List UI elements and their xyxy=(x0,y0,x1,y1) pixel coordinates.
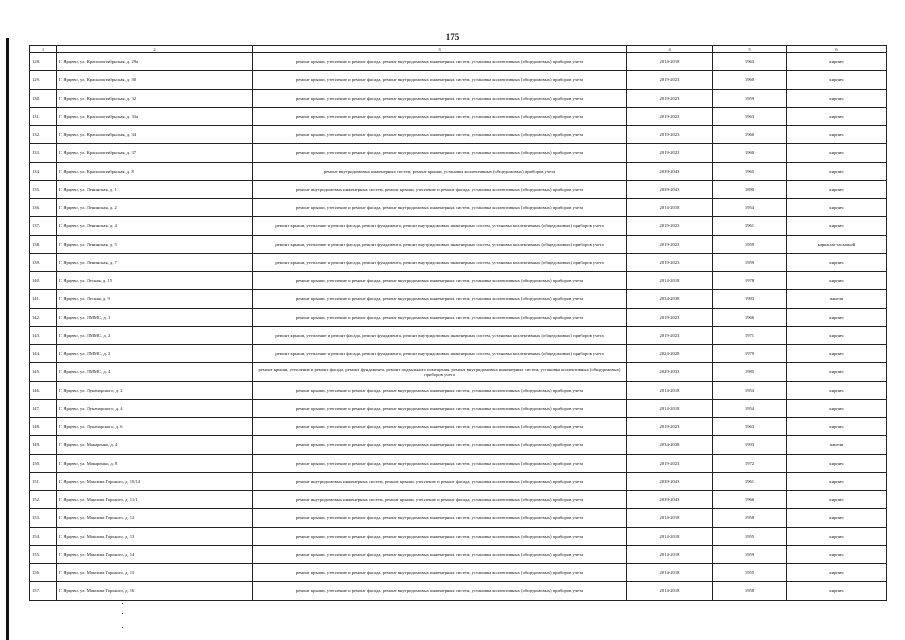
row-year: 1959 xyxy=(713,235,787,253)
row-year: 1954 xyxy=(713,399,787,417)
row-works: ремонт внутридомовых инженерных систем, ремонт крыши, утепление и ремонт фасада, установка коллективных (общедомовых) приборов учета xyxy=(253,472,627,490)
row-material: кирпич xyxy=(787,107,887,125)
page-number: 175 xyxy=(445,32,460,42)
row-material: кирпич xyxy=(787,126,887,144)
row-period: 2039-2043 xyxy=(627,491,713,509)
row-address: Г. Ярцево, ул. Максима Горького, д. 16 xyxy=(57,582,253,600)
row-address: Г. Ярцево, ул. Ленинская, д. 1 xyxy=(57,180,253,198)
table-row xyxy=(30,235,887,253)
row-period: 2019-2023 xyxy=(627,253,713,271)
row-number: 147. xyxy=(30,399,57,417)
row-material: кирпич xyxy=(787,491,887,509)
row-material: кирпич xyxy=(787,217,887,235)
table-row xyxy=(30,472,887,490)
row-year: 1961 xyxy=(713,217,787,235)
row-year: 1993 xyxy=(713,290,787,308)
row-year: 1979 xyxy=(713,345,787,363)
row-material: кирпич xyxy=(787,564,887,582)
row-address: Г. Ярцево, ул. Луначарского, д. 2 xyxy=(57,381,253,399)
row-period: 2014-2018 xyxy=(627,199,713,217)
row-works: ремонт крыши, утепление и ремонт фасада, ремонт внутридомовых инженерных систем, установка коллективных (общедомовых) приборов учета xyxy=(253,107,627,125)
row-period: 2014-2018 xyxy=(627,545,713,563)
row-works: ремонт крыши, утепление и ремонт фасада, ремонт внутридомовых инженерных систем, установка коллективных (общедомовых) приборов учета xyxy=(253,308,627,326)
row-number: 144. xyxy=(30,345,57,363)
row-material: кирпич xyxy=(787,545,887,563)
row-year: 1963 xyxy=(713,107,787,125)
row-works: ремонт крыши, утепление и ремонт фасада, ремонт внутридомовых инженерных систем, установка коллективных (общедомовых) приборов учета xyxy=(253,582,627,600)
row-works: ремонт крыши, утепление и ремонт фасада, ремонт внутридомовых инженерных систем, установка коллективных (общедомовых) приборов учета xyxy=(253,89,627,107)
row-material: кирпич xyxy=(787,199,887,217)
table-row xyxy=(30,290,887,308)
row-material: кирпич xyxy=(787,345,887,363)
row-address: Г. Ярцево, ул. Максима Горького, д. 15 xyxy=(57,564,253,582)
row-material: кирпич xyxy=(787,527,887,545)
row-works: ремонт крыши, утепление и ремонт фасада, ремонт фундамента, ремонт внутридомовых инженерных систем, установка коллективных (общедомовых) приборов учета xyxy=(253,235,627,253)
table-row xyxy=(30,126,887,144)
scan-mark xyxy=(122,613,123,614)
row-address: Г. Ярцево, ул. ЛММС, д. 1 xyxy=(57,308,253,326)
row-works: ремонт крыши, утепление и ремонт фасада, ремонт внутридомовых инженерных систем, установка коллективных (общедомовых) приборов учета xyxy=(253,399,627,417)
row-period: 2019-2023 xyxy=(627,217,713,235)
row-address: Г. Ярцево, ул. Ленинская, д. 5 xyxy=(57,235,253,253)
row-period: 2019-2023 xyxy=(627,89,713,107)
row-period: 2019-2023 xyxy=(627,107,713,125)
column-header: 2 xyxy=(57,46,253,53)
row-number: 151. xyxy=(30,472,57,490)
row-address: Г. Ярцево, ул. ЛММС, д. 2 xyxy=(57,326,253,344)
table-row xyxy=(30,326,887,344)
column-number-row xyxy=(30,46,887,53)
row-period: 2014-2018 xyxy=(627,527,713,545)
page-edge-bar xyxy=(6,38,9,640)
row-material: кирпич xyxy=(787,399,887,417)
row-period: 2039-2043 xyxy=(627,472,713,490)
table-row xyxy=(30,436,887,454)
row-number: 154. xyxy=(30,527,57,545)
row-material: кирпич xyxy=(787,144,887,162)
column-header: 3 xyxy=(253,46,627,53)
row-period: 2014-2018 xyxy=(627,582,713,600)
row-material: кирпич xyxy=(787,180,887,198)
row-works: ремонт внутридомовых инженерных систем, ремонт крыши, утепление и ремонт фасада, установка коллективных (общедомовых) приборов учета xyxy=(253,491,627,509)
row-works: ремонт крыши, утепление и ремонт фасада, ремонт фундамента, ремонт внутридомовых инженерных систем, установка коллективных (общедомовых) приборов учета xyxy=(253,217,627,235)
row-address: Г. Ярцево, ул. Луначарского, д. 4 xyxy=(57,399,253,417)
table-row xyxy=(30,89,887,107)
row-year: 1958 xyxy=(713,582,787,600)
housing-repair-table xyxy=(29,45,887,601)
row-works: ремонт крыши, утепление и ремонт фасада, ремонт внутридомовых инженерных систем, установка коллективных (общедомовых) приборов учета xyxy=(253,454,627,472)
row-works: ремонт крыши, утепление и ремонт фасада, ремонт внутридомовых инженерных систем, установка коллективных (общедомовых) приборов учета xyxy=(253,53,627,71)
row-year: 1960 xyxy=(713,71,787,89)
table-row xyxy=(30,199,887,217)
row-material: кирпич xyxy=(787,89,887,107)
row-address: Г. Ярцево, ул. Максима Горького, д. 14 xyxy=(57,545,253,563)
row-address: Г. Ярцево, ул. Макаренко, д. 8 xyxy=(57,454,253,472)
row-year: 1961 xyxy=(713,472,787,490)
row-address: Г. Ярцево, ул. Максима Горького, д. 11/1 xyxy=(57,491,253,509)
row-period: 2039-2043 xyxy=(627,162,713,180)
row-number: 139. xyxy=(30,253,57,271)
row-number: 153. xyxy=(30,509,57,527)
row-material: кирпич xyxy=(787,71,887,89)
row-works: ремонт крыши, утепление и ремонт фасада, ремонт внутридомовых инженерных систем, установка коллективных (общедомовых) приборов учета xyxy=(253,71,627,89)
column-header: 5 xyxy=(713,46,787,53)
row-year: 1966 xyxy=(713,308,787,326)
row-works: ремонт крыши, утепление и ремонт фасада, ремонт внутридомовых инженерных систем, установка коллективных (общедомовых) приборов учета xyxy=(253,290,627,308)
row-works: ремонт крыши, утепление и ремонт фасада, ремонт внутридомовых инженерных систем, установка коллективных (общедомовых) приборов учета xyxy=(253,418,627,436)
row-period: 2019-2023 xyxy=(627,454,713,472)
row-works: ремонт крыши, утепление и ремонт фасада, ремонт фундамента, ремонт внутридомовых инженерных систем, установка коллективных (общедомовых) приборов учета xyxy=(253,253,627,271)
row-works: ремонт крыши, утепление и ремонт фасада, ремонт внутридомовых инженерных систем, установка коллективных (общедомовых) приборов учета xyxy=(253,436,627,454)
row-year: 1955 xyxy=(713,564,787,582)
row-material: кирпич xyxy=(787,326,887,344)
table-row xyxy=(30,308,887,326)
row-material: кирпич xyxy=(787,454,887,472)
row-number: 132. xyxy=(30,126,57,144)
row-works: ремонт крыши, утепление и ремонт фасада, ремонт фундамента, ремонт внутридомовых инженерных систем, установка коллективных (общедомовых) приборов учета xyxy=(253,326,627,344)
row-number: 145. xyxy=(30,363,57,381)
row-address: Г. Ярцево, ул. Ленинская, д. 2 xyxy=(57,199,253,217)
table-row xyxy=(30,53,887,71)
row-address: Г. Ярцево, ул. ЛММС, д. 3 xyxy=(57,345,253,363)
row-works: ремонт крыши, утепление и ремонт фасада, ремонт внутридомовых инженерных систем, установка коллективных (общедомовых) приборов учета xyxy=(253,564,627,582)
row-year: 1963 xyxy=(713,418,787,436)
row-period: 2019-2023 xyxy=(627,126,713,144)
row-address: Г. Ярцево, ул. Краснооктябрьская, д. 34 xyxy=(57,126,253,144)
row-period: 2029-2033 xyxy=(627,363,713,381)
row-address: Г. Ярцево, ул. Краснооктябрьская, д. 32 xyxy=(57,89,253,107)
row-year: 1959 xyxy=(713,253,787,271)
row-number: 150. xyxy=(30,454,57,472)
row-address: Г. Ярцево, ул. Макаренко, д. 4 xyxy=(57,436,253,454)
row-number: 141. xyxy=(30,290,57,308)
row-year: 1959 xyxy=(713,89,787,107)
column-header: 6 xyxy=(787,46,887,53)
row-works: ремонт крыши, утепление и ремонт фасада, ремонт внутридомовых инженерных систем, установка коллективных (общедомовых) приборов учета xyxy=(253,144,627,162)
table-row xyxy=(30,582,887,600)
table-row xyxy=(30,144,887,162)
scan-mark xyxy=(122,603,123,604)
row-number: 129. xyxy=(30,71,57,89)
table-row xyxy=(30,272,887,290)
row-material: кирпич xyxy=(787,53,887,71)
row-number: 137. xyxy=(30,217,57,235)
row-works: ремонт внутридомовых инженерных систем, ремонт крыши, установка коллективных (общедомовых) приборов учета xyxy=(253,162,627,180)
row-works: ремонт крыши, утепление и ремонт фасада, ремонт внутридомовых инженерных систем, установка коллективных (общедомовых) приборов учета xyxy=(253,199,627,217)
row-works: ремонт крыши, утепление и ремонт фасада, ремонт фундамента, ремонт подвального помещения, ремонт внутридомовых инженерных систем, установка коллективных (общедомовых) приборов учета xyxy=(253,363,627,381)
row-works: ремонт крыши, утепление и ремонт фасада, ремонт внутридомовых инженерных систем, установка коллективных (общедомовых) приборов учета xyxy=(253,527,627,545)
scan-mark xyxy=(122,627,123,628)
table-row xyxy=(30,71,887,89)
row-works: ремонт внутридомовых инженерных систем, ремонт крыши, утепление и ремонт фасада, установка коллективных (общедомовых) приборов учета xyxy=(253,180,627,198)
row-year: 1978 xyxy=(713,272,787,290)
row-address: Г. Ярцево, ул. Краснооктябрьская, д. 8 xyxy=(57,162,253,180)
row-year: 1963 xyxy=(713,53,787,71)
row-material: кирпич xyxy=(787,582,887,600)
row-number: 156. xyxy=(30,564,57,582)
row-period: 2034-2038 xyxy=(627,436,713,454)
table-row xyxy=(30,527,887,545)
row-period: 2014-2018 xyxy=(627,399,713,417)
column-header: 4 xyxy=(627,46,713,53)
row-material: кирпич xyxy=(787,363,887,381)
table-row xyxy=(30,509,887,527)
column-header: 1 xyxy=(30,46,57,53)
row-material: кирпич xyxy=(787,162,887,180)
row-address: Г. Ярцево, ул. Краснооктябрьская, д. 30 xyxy=(57,71,253,89)
row-material: кирпич xyxy=(787,308,887,326)
row-material: кирпич xyxy=(787,253,887,271)
row-number: 148. xyxy=(30,418,57,436)
row-number: 142. xyxy=(30,308,57,326)
row-period: 2024-2028 xyxy=(627,345,713,363)
row-period: 2019-2023 xyxy=(627,308,713,326)
row-address: Г. Ярцево, ул. Луначарского, д. 6 xyxy=(57,418,253,436)
row-period: 2019-2023 xyxy=(627,418,713,436)
row-material: кирпич xyxy=(787,509,887,527)
row-address: Г. Ярцево, ул. Лесная, д. 9 xyxy=(57,290,253,308)
row-number: 155. xyxy=(30,545,57,563)
row-works: ремонт крыши, утепление и ремонт фасада, ремонт внутридомовых инженерных систем, установка коллективных (общедомовых) приборов учета xyxy=(253,272,627,290)
table-row xyxy=(30,107,887,125)
row-year: 1966 xyxy=(713,491,787,509)
row-number: 149. xyxy=(30,436,57,454)
row-number: 138. xyxy=(30,235,57,253)
table-row xyxy=(30,381,887,399)
table-row xyxy=(30,345,887,363)
row-number: 131. xyxy=(30,107,57,125)
table-row xyxy=(30,162,887,180)
row-address: Г. Ярцево, ул. Краснооктябрьская, д. 29а xyxy=(57,53,253,71)
row-year: 1955 xyxy=(713,527,787,545)
row-number: 134. xyxy=(30,162,57,180)
row-address: Г. Ярцево, ул. Максима Горького, д. 10/14 xyxy=(57,472,253,490)
row-number: 146. xyxy=(30,381,57,399)
row-period: 2014-2018 xyxy=(627,381,713,399)
row-year: 1971 xyxy=(713,326,787,344)
table-row xyxy=(30,253,887,271)
row-number: 143. xyxy=(30,326,57,344)
row-works: ремонт крыши, утепление и ремонт фасада, ремонт внутридомовых инженерных систем, установка коллективных (общедомовых) приборов учета xyxy=(253,381,627,399)
row-works: ремонт крыши, утепление и ремонт фасада, ремонт внутридомовых инженерных систем, установка коллективных (общедомовых) приборов учета xyxy=(253,126,627,144)
row-material: кирпич xyxy=(787,472,887,490)
row-material: кирпич xyxy=(787,272,887,290)
row-works: ремонт крыши, утепление и ремонт фасада, ремонт внутридомовых инженерных систем, установка коллективных (общедомовых) приборов учета xyxy=(253,509,627,527)
row-number: 136. xyxy=(30,199,57,217)
table-row xyxy=(30,418,887,436)
row-material: кирпич xyxy=(787,381,887,399)
row-period: 2039-2043 xyxy=(627,180,713,198)
table-row xyxy=(30,454,887,472)
row-period: 2014-2018 xyxy=(627,509,713,527)
table-body xyxy=(30,53,887,601)
row-year: 1954 xyxy=(713,199,787,217)
row-number: 152. xyxy=(30,491,57,509)
row-year: 1890 xyxy=(713,180,787,198)
row-number: 130. xyxy=(30,89,57,107)
table-row xyxy=(30,564,887,582)
row-address: Г. Ярцево, ул. Ленинская, д. 7 xyxy=(57,253,253,271)
row-period: 2014-2018 xyxy=(627,564,713,582)
row-year: 1958 xyxy=(713,509,787,527)
row-year: 1960 xyxy=(713,144,787,162)
row-material: панели xyxy=(787,436,887,454)
row-year: 1954 xyxy=(713,381,787,399)
row-material: кирпич xyxy=(787,418,887,436)
row-address: Г. Ярцево, ул. ЛММС, д. 4 xyxy=(57,363,253,381)
row-year: 1985 xyxy=(713,363,787,381)
table-row xyxy=(30,180,887,198)
row-period: 2014-2018 xyxy=(627,272,713,290)
table-row xyxy=(30,363,887,381)
row-period: 2019-2023 xyxy=(627,235,713,253)
row-year: 1972 xyxy=(713,454,787,472)
row-number: 128. xyxy=(30,53,57,71)
row-period: 2019-2023 xyxy=(627,71,713,89)
row-period: 2014-2018 xyxy=(627,53,713,71)
row-material: панели xyxy=(787,290,887,308)
row-works: ремонт крыши, утепление и ремонт фасада, ремонт внутридомовых инженерных систем, установка коллективных (общедомовых) приборов учета xyxy=(253,545,627,563)
table-row xyxy=(30,491,887,509)
row-period: 2019-2023 xyxy=(627,326,713,344)
row-year: 1993 xyxy=(713,436,787,454)
row-address: Г. Ярцево, ул. Ленинская, д. 4 xyxy=(57,217,253,235)
row-address: Г. Ярцево, ул. Краснооктябрьская, д. 37 xyxy=(57,144,253,162)
row-period: 2034-2038 xyxy=(627,290,713,308)
row-year: 1965 xyxy=(713,162,787,180)
row-period: 2019-2023 xyxy=(627,144,713,162)
table-row xyxy=(30,399,887,417)
row-number: 140. xyxy=(30,272,57,290)
row-number: 135. xyxy=(30,180,57,198)
row-year: 1959 xyxy=(713,545,787,563)
row-address: Г. Ярцево, ул. Максима Горького, д. 12 xyxy=(57,509,253,527)
row-works: ремонт крыши, утепление и ремонт фасада, ремонт фундамента, ремонт внутридомовых инженерных систем, установка коллективных (общедомовых) приборов учета xyxy=(253,345,627,363)
row-address: Г. Ярцево, ул. Лесная, д. 15 xyxy=(57,272,253,290)
row-address: Г. Ярцево, ул. Максима Горького, д. 13 xyxy=(57,527,253,545)
row-address: Г. Ярцево, ул. Краснооктябрьская, д. 33а xyxy=(57,107,253,125)
table-row xyxy=(30,217,887,235)
row-number: 133. xyxy=(30,144,57,162)
row-material: каркасно-засыпной xyxy=(787,235,887,253)
table-row xyxy=(30,545,887,563)
row-year: 1960 xyxy=(713,126,787,144)
row-number: 157. xyxy=(30,582,57,600)
